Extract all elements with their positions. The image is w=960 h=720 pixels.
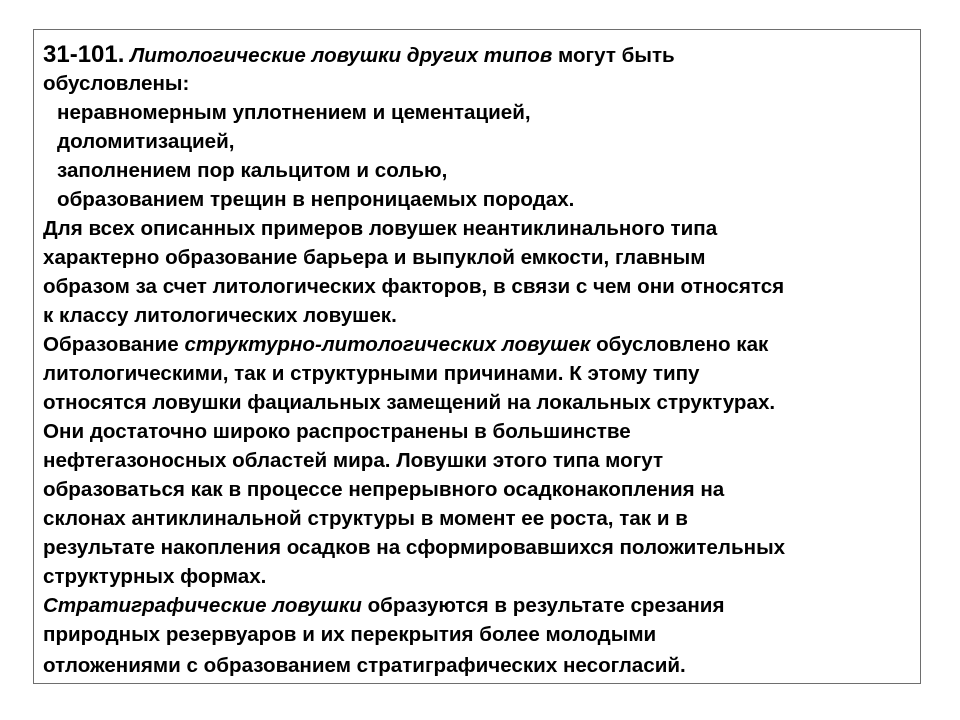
paragraph2-line: склонах антиклинальной структуры в момент ее роста, так и в <box>43 507 688 530</box>
heading-line-2: обусловлены: <box>43 72 190 95</box>
paragraph1-line: характерно образование барьера и выпуклой емкости, главным <box>43 246 706 269</box>
paragraph3-line: природных резервуаров и их перекрытия более молодыми <box>43 623 657 646</box>
paragraph1-line: образом за счет литологических факторов, в связи с чем они относятся <box>43 275 785 298</box>
paragraph2-line-first <box>43 330 918 359</box>
slide-body <box>43 40 918 680</box>
paragraph2-line: нефтегазоносных областей мира. Ловушки этого типа могут <box>43 449 664 472</box>
paragraph3-line: отложениями с образованием стратиграфических несогласий. <box>43 654 686 677</box>
paragraph3-suffix: образуются в результате срезания <box>361 594 725 617</box>
section-number: 31-101. <box>43 41 125 68</box>
paragraph2-term: структурно-литологических ловушек <box>184 333 591 356</box>
paragraph2-line: литологическими, так и структурными причинами. К этому типу <box>43 362 700 385</box>
paragraph2-line: относятся ловушки фациальных замещений на локальных структурах. <box>43 391 776 414</box>
heading-line-1 <box>43 40 918 69</box>
paragraph3-term: Стратиграфические ловушки <box>43 594 362 617</box>
paragraph2-line: результате накопления осадков на сформировавшихся положительных <box>43 536 786 559</box>
paragraph1-line: к классу литологических ловушек. <box>43 304 397 327</box>
paragraph2-line: Они достаточно широко распространены в большинстве <box>43 420 631 443</box>
paragraph3-line-first <box>43 591 918 620</box>
heading-rest: могут быть <box>552 44 675 67</box>
heading-term: Литологические ловушки других типов <box>130 44 553 67</box>
paragraph2-line: образоваться как в процессе непрерывного осадконакопления на <box>43 478 725 501</box>
paragraph1-line: Для всех описанных примеров ловушек неантиклинального типа <box>43 217 718 240</box>
paragraph2-suffix: обусловлено как <box>590 333 769 356</box>
cause-item: неравномерным уплотнением и цементацией, <box>57 101 531 124</box>
cause-item: образованием трещин в непроницаемых породах. <box>57 188 575 211</box>
paragraph2-prefix: Образование <box>43 333 185 356</box>
paragraph2-line: структурных формах. <box>43 565 267 588</box>
cause-item: заполнением пор кальцитом и солью, <box>57 159 448 182</box>
cause-item: доломитизацией, <box>57 130 235 153</box>
